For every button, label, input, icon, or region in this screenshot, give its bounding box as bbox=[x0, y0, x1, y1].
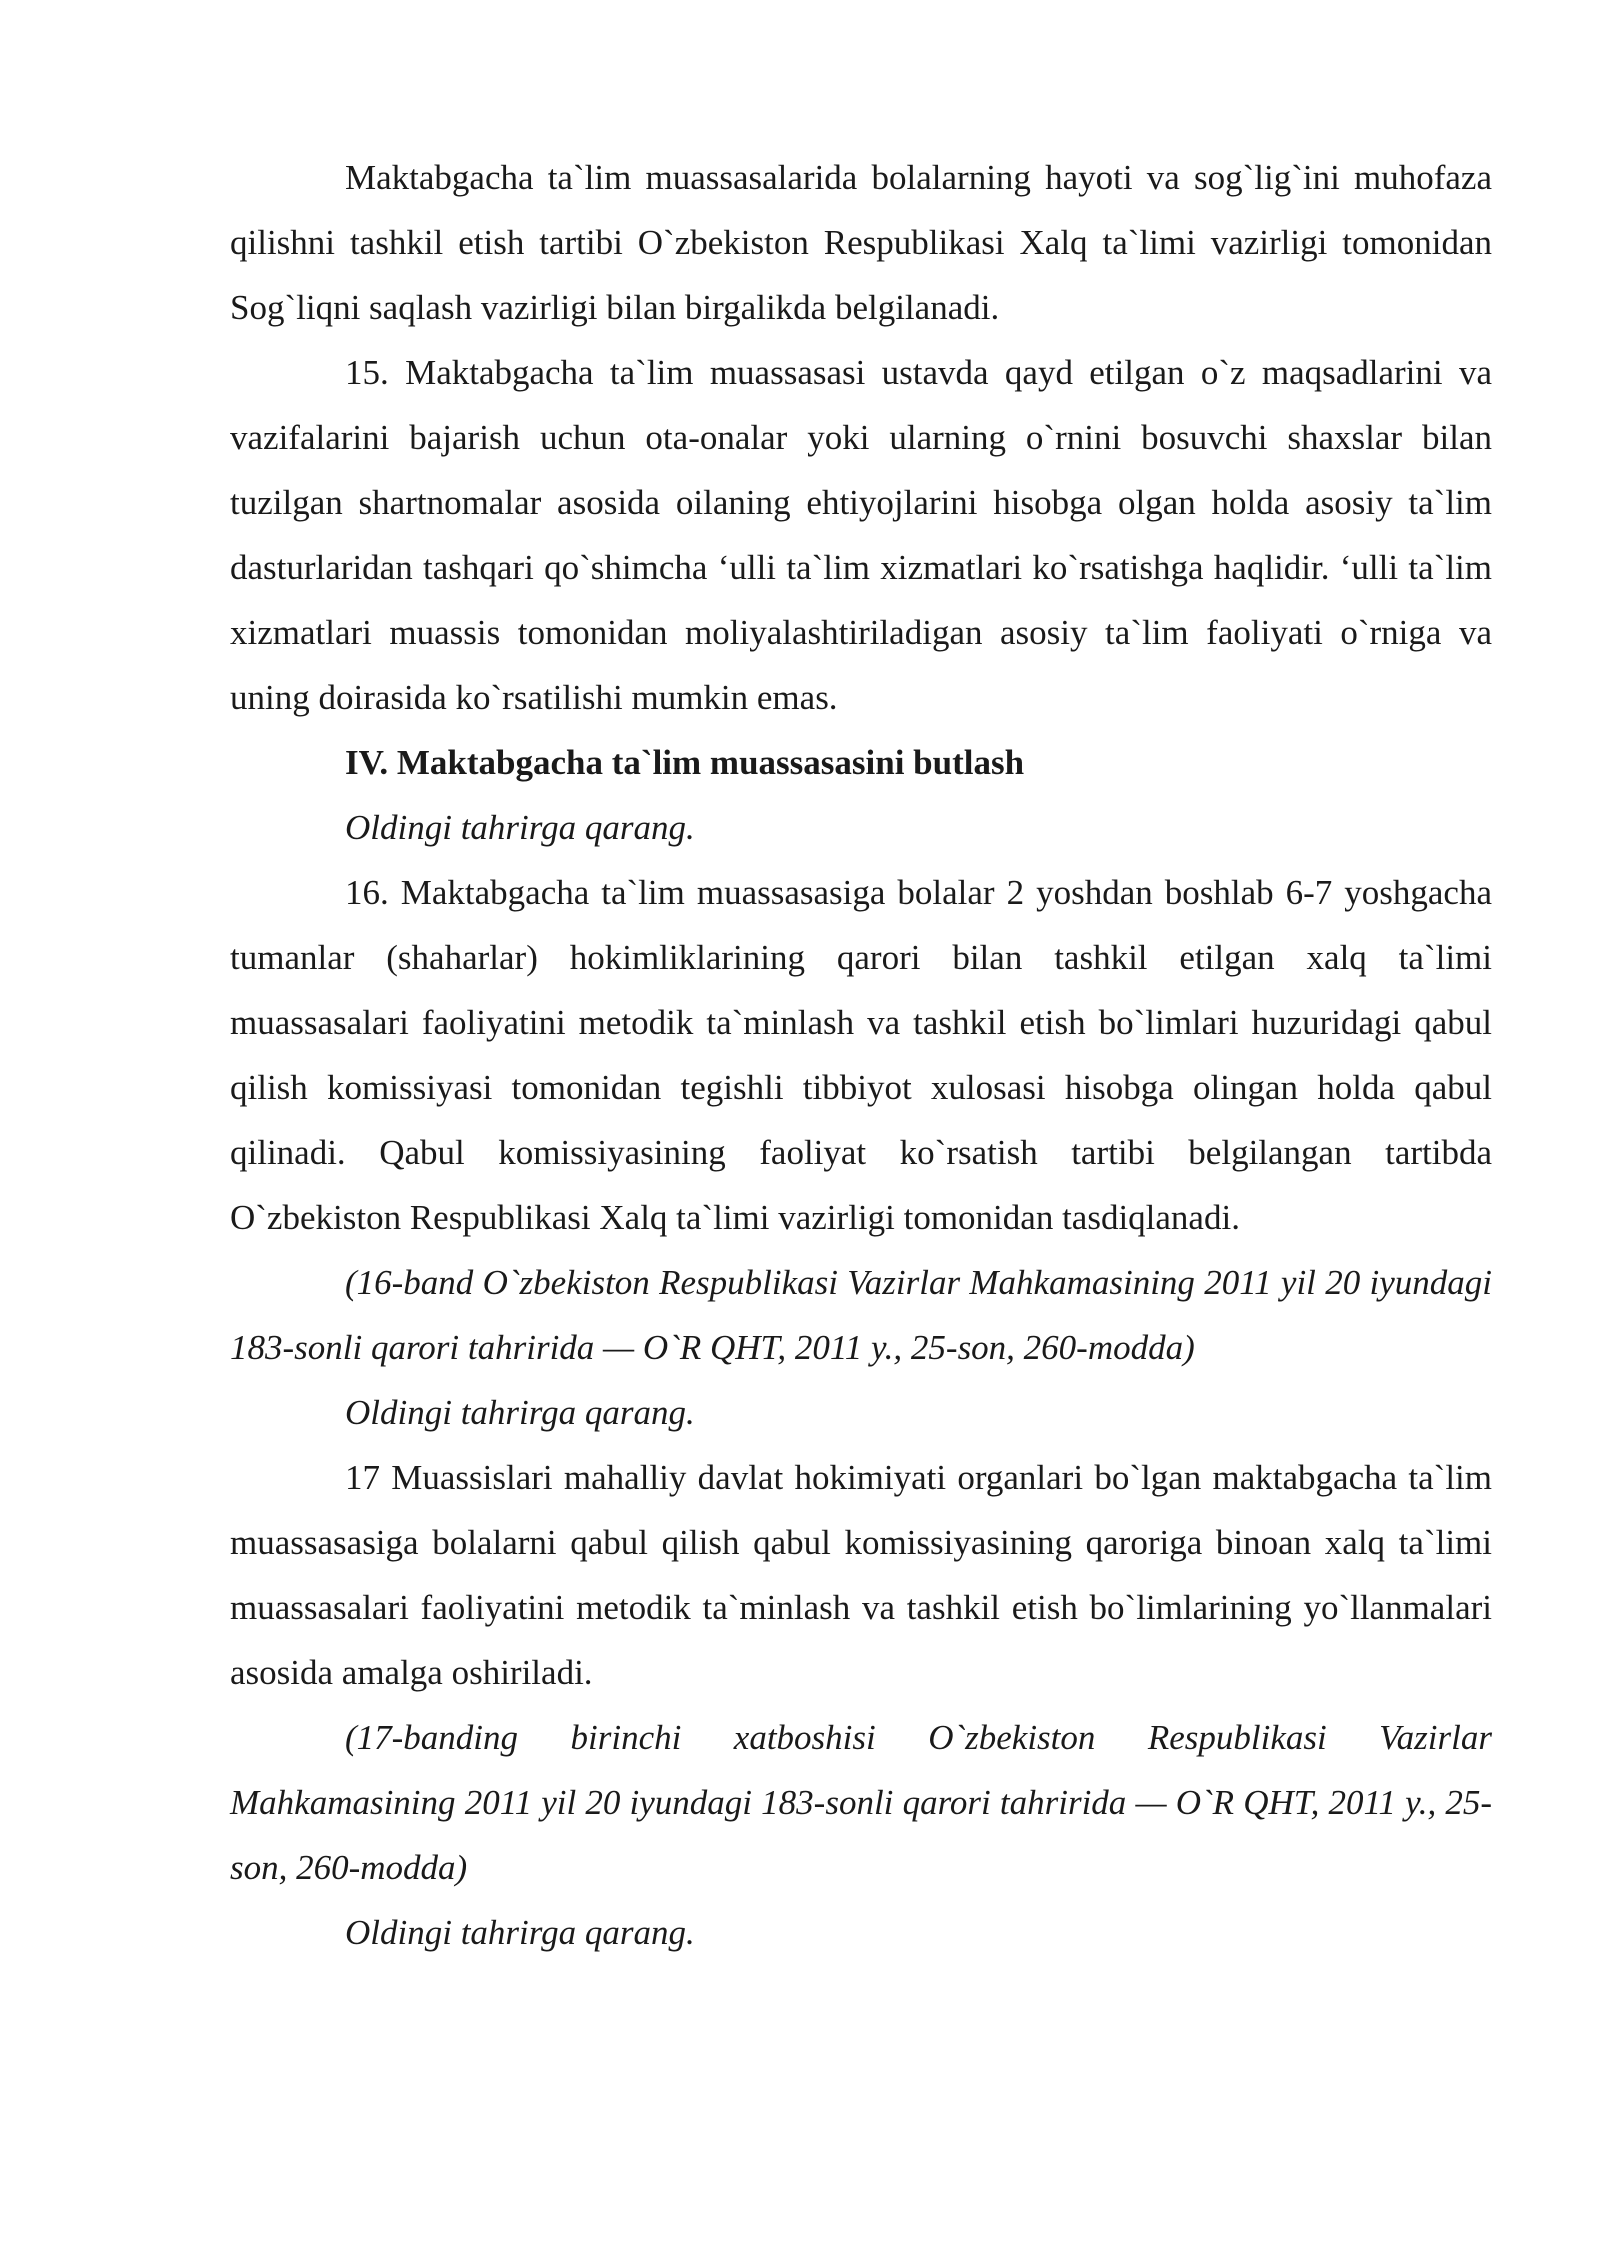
paragraph-17: 17 Muassislari mahalliy davlat hokimiyati organlari bo`lgan maktabgacha ta`lim muassasasiga bolalarni qabul qilish qabul komissiyasining qaroriga binoan xalq ta`limi muassasalari faoliyatini metodik ta`minlash va tashkil etish bo`limlarining yo`llanmalari asosida amalga oshiriladi. bbox=[230, 1458, 1492, 1692]
previous-edition-link[interactable]: Oldingi tahrirga qarang. bbox=[345, 1913, 695, 1952]
amendment-note-17: (17-banding birinchi xatboshisi O`zbekiston Respublikasi Vazirlar Mahkamasining 2011 yil 20 iyundagi 183-sonli qarori tahririda — O`R QHT, 2011 y., 25-son, 260-modda) bbox=[230, 1718, 1492, 1887]
previous-edition-link[interactable]: Oldingi tahrirga qarang. bbox=[345, 808, 695, 847]
amendment-note-16: (16-band O`zbekiston Respublikasi Vazirlar Mahkamasining 2011 yil 20 iyundagi 183-sonli qarori tahririda — O`R QHT, 2011 y., 25-son, 260-modda) bbox=[230, 1263, 1492, 1367]
paragraph-16: 16. Maktabgacha ta`lim muassasasiga bolalar 2 yoshdan boshlab 6-7 yoshgacha tumanlar (shaharlar) hokimliklarining qarori bilan tashkil etilgan xalq ta`limi muassasalari faoliyatini metodik ta`minlash va tashkil etish bo`limlari huzuridagi qabul qilish komissiyasi tomonidan tegishli tibbiyot xulosasi hisobga olingan holda qabul qilinadi. Qabul komissiyasining faoliyat ko`rsatish tartibi belgilangan tartibda O`zbekiston Respublikasi Xalq ta`limi vazirligi tomonidan tasdiqlanadi. bbox=[230, 873, 1492, 1237]
document-page bbox=[230, 145, 1492, 1965]
section-heading-iv: IV. Maktabgacha ta`lim muassasasini butlash bbox=[345, 743, 1025, 782]
previous-edition-link[interactable]: Oldingi tahrirga qarang. bbox=[345, 1393, 695, 1432]
paragraph-15: 15. Maktabgacha ta`lim muassasasi ustavda qayd etilgan o`z maqsadlarini va vazifalarini bajarish uchun ota-onalar yoki ularning o`rnini bosuvchi shaxslar bilan tuzilgan shartnomalar asosida oilaning ehtiyojlarini hisobga olgan holda asosiy ta`lim dasturlaridan tashqari qo`shimcha ‘ulli ta`lim xizmatlari ko`rsatishga haqlidir. ‘ulli ta`lim xizmatlari muassis tomonidan moliyalashtiriladigan asosiy ta`lim faoliyati o`rniga va uning doirasida ko`rsatilishi mumkin emas. bbox=[230, 353, 1492, 717]
paragraph-child-health-protection: Maktabgacha ta`lim muassasalarida bolalarning hayoti va sog`lig`ini muhofaza qilishni tashkil etish tartibi O`zbekiston Respublikasi Xalq ta`limi vazirligi tomonidan Sog`liqni saqlash vazirligi bilan birgalikda belgilanadi. bbox=[230, 158, 1492, 327]
